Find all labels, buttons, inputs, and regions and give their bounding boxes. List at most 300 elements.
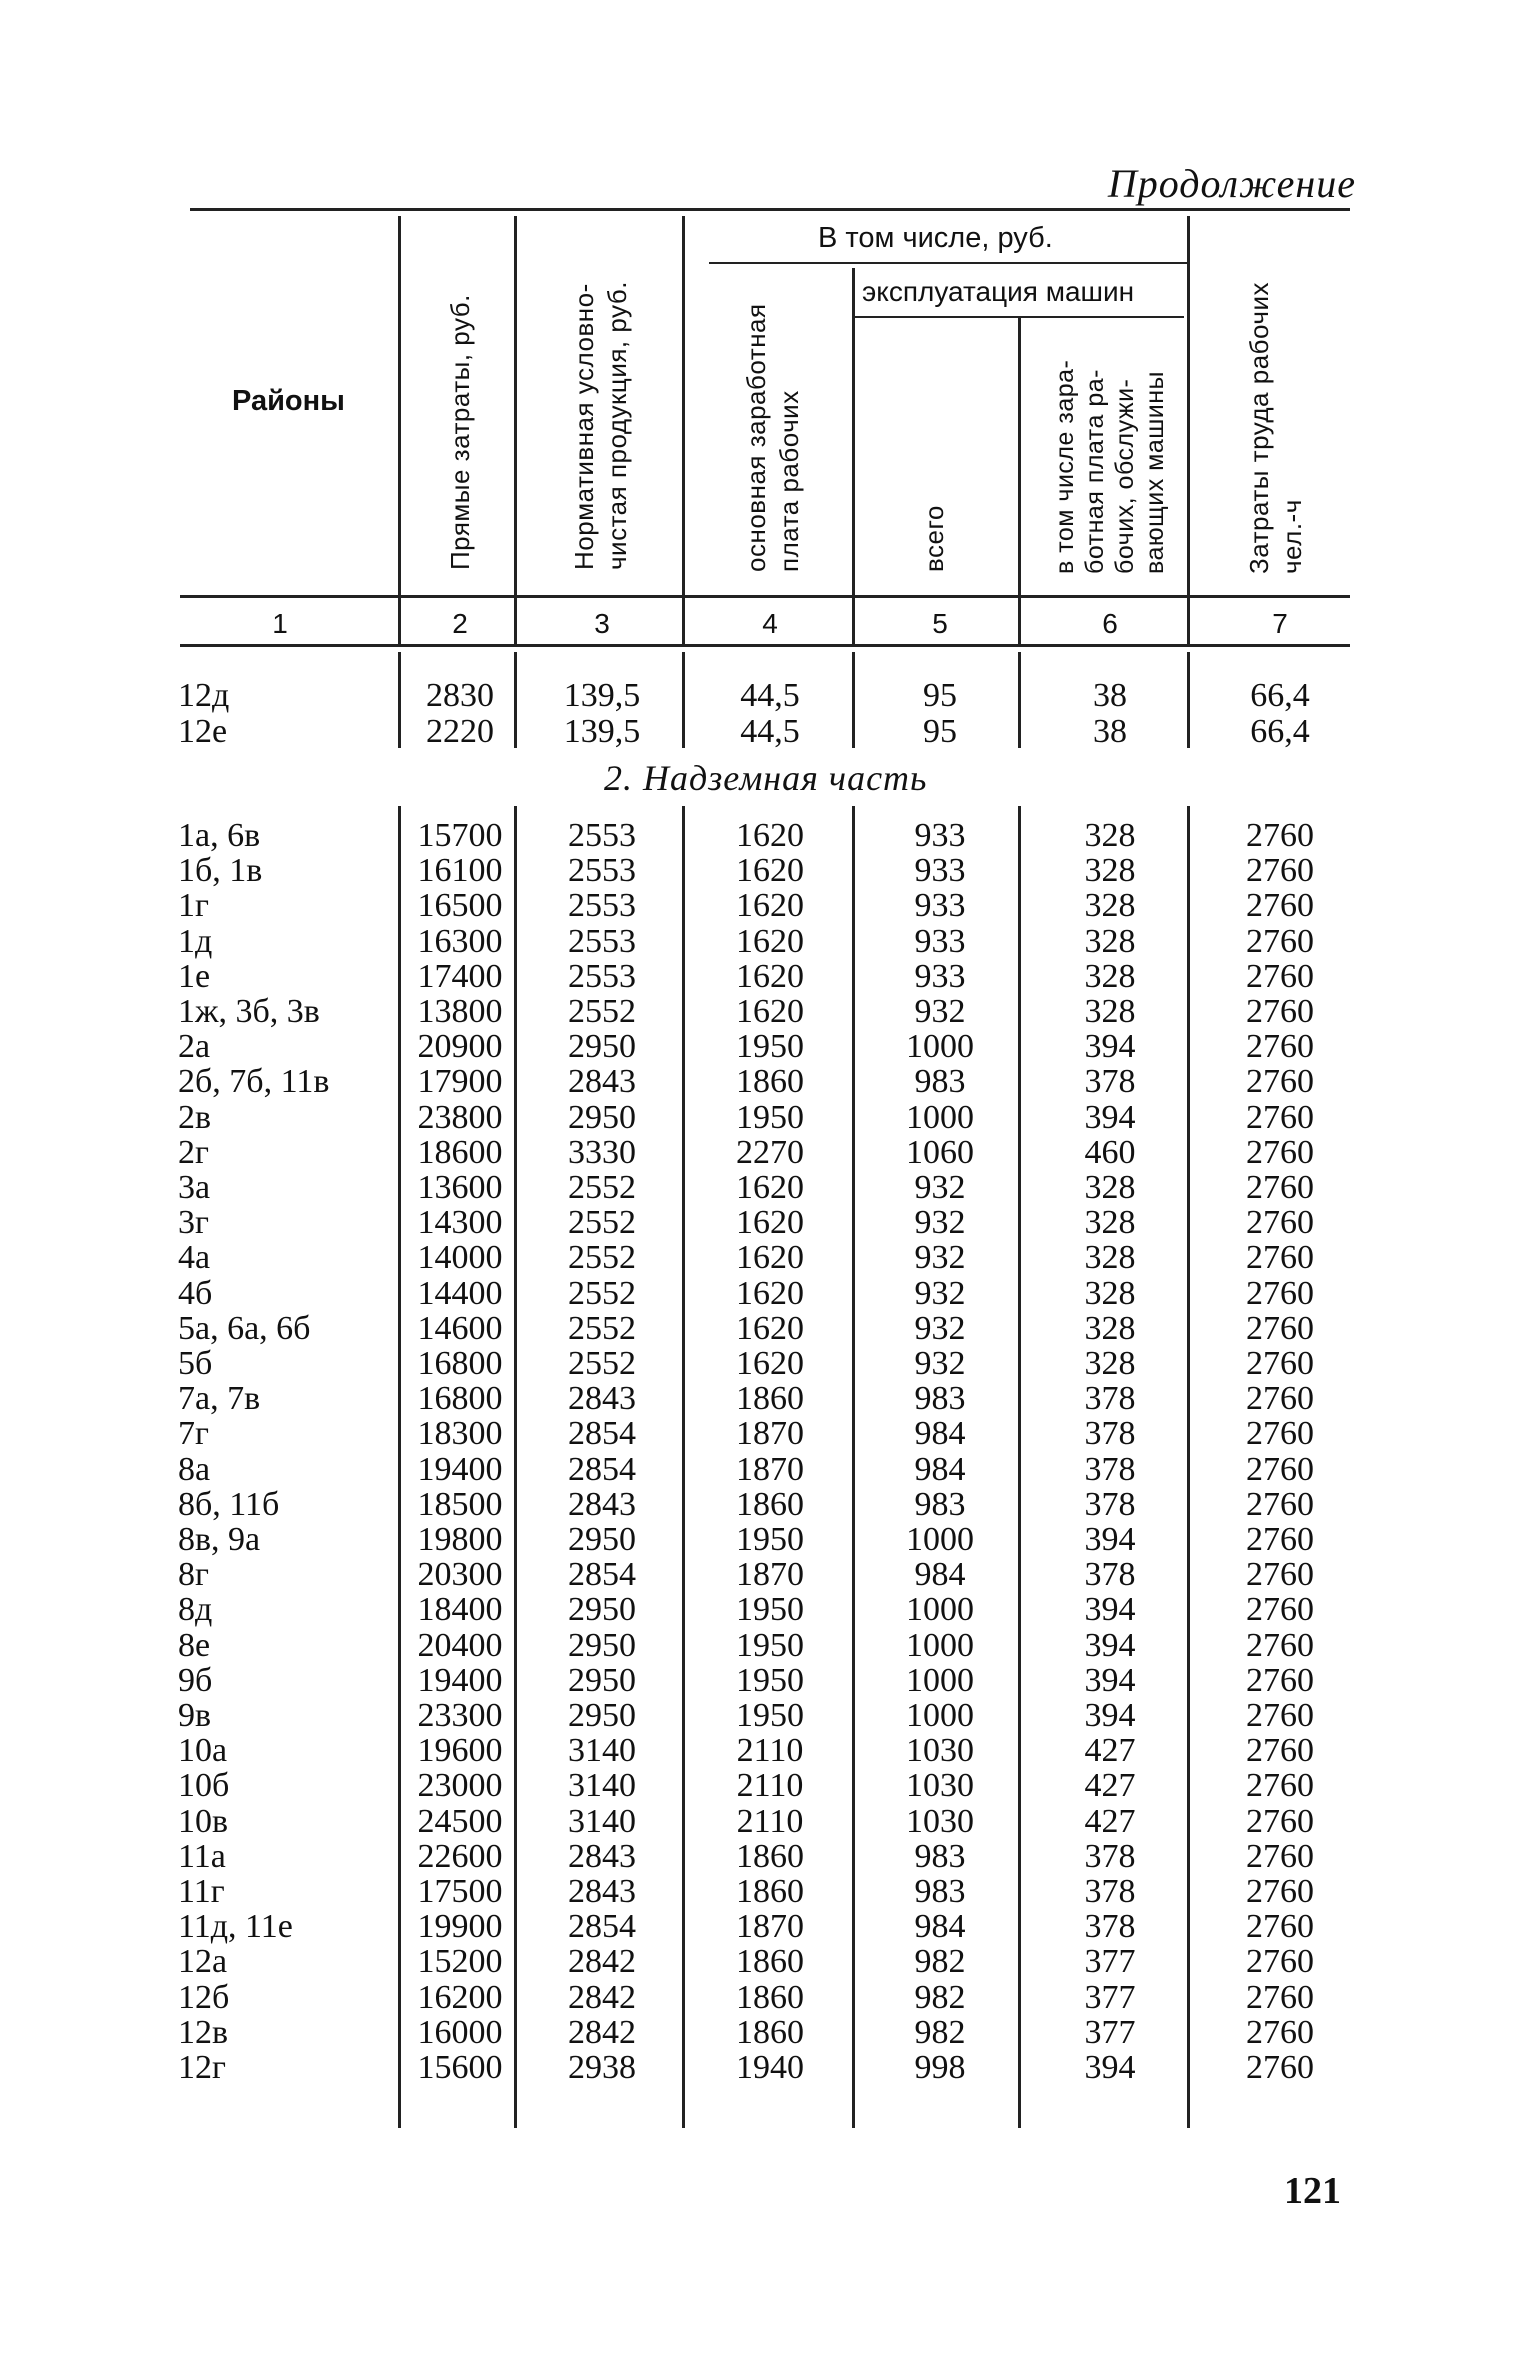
cell-direct-costs: 14300 [417,1204,503,1242]
cell-direct-costs: 16800 [417,1345,503,1382]
cell-rayon: 12е [178,712,228,750]
top-rule [190,208,1350,211]
cell-direct-costs: 16100 [417,852,503,890]
header-vline [682,216,685,596]
cell-direct-costs: 19600 [417,1732,503,1770]
cell-normative-product: 2950 [568,1661,636,1699]
cell-machine-wage: 378 [1084,1450,1136,1488]
cell-base-wage: 1620 [736,1309,804,1347]
cell-labor-hours: 2760 [1246,887,1314,925]
cell-rayon: 7г [178,1415,209,1453]
cell-direct-costs: 2830 [426,677,494,714]
cell-labor-hours: 2760 [1246,817,1314,854]
cell-base-wage: 1950 [736,1028,804,1066]
cell-labor-hours: 2760 [1246,1169,1314,1206]
cell-base-wage: 1860 [736,1837,804,1875]
cell-rayon: 2в [178,1098,212,1136]
cell-labor-hours: 2760 [1246,1239,1314,1277]
cell-rayon: 12г [178,2049,226,2086]
cell-machine-wage: 394 [1084,1521,1136,1558]
cell-machines-total: 1030 [906,1732,974,1770]
cell-rayon: 12б [178,1978,230,2016]
cell-labor-hours: 2760 [1246,1767,1314,1805]
number-row-vline [852,598,855,644]
cell-labor-hours: 2760 [1246,1098,1314,1136]
cell-direct-costs: 13600 [417,1169,503,1206]
cell-labor-hours: 2760 [1246,993,1314,1030]
cell-base-wage: 1870 [736,1908,804,1946]
cell-rayon: 12в [178,2013,229,2051]
cell-labor-hours: 2760 [1246,1661,1314,1699]
cell-direct-costs: 20300 [417,1556,503,1594]
cell-direct-costs: 19900 [417,1908,503,1946]
cell-rayon: 8в, 9а [178,1521,261,1558]
cell-rayon: 12д [178,677,230,714]
cell-normative-product: 2950 [568,1098,636,1136]
body-vline [682,806,685,2128]
cell-direct-costs: 19400 [417,1450,503,1488]
number-row-vline [682,598,685,644]
cell-direct-costs: 16500 [417,887,503,925]
cell-machine-wage: 394 [1084,1591,1136,1629]
cell-labor-hours: 2760 [1246,2049,1314,2086]
cell-machine-wage: 378 [1084,1380,1136,1418]
cell-labor-hours: 2760 [1246,1873,1314,1910]
header-vline [852,268,855,596]
cell-normative-product: 2552 [568,1169,636,1206]
cell-machine-wage: 427 [1084,1802,1136,1840]
cell-machines-total: 1000 [906,1626,974,1664]
cell-machine-wage: 328 [1084,1345,1136,1382]
cell-direct-costs: 20400 [417,1626,503,1664]
cell-base-wage: 1950 [736,1661,804,1699]
cell-base-wage: 1860 [736,1485,804,1523]
cell-normative-product: 2950 [568,1521,636,1558]
cell-machine-wage: 378 [1084,1908,1136,1946]
cell-direct-costs: 17400 [417,957,503,995]
cell-machine-wage: 377 [1084,2013,1136,2051]
cell-base-wage: 1620 [736,957,804,995]
cell-direct-costs: 16300 [417,922,503,960]
cell-base-wage: 1620 [736,993,804,1030]
cell-direct-costs: 14000 [417,1239,503,1277]
cell-machines-total: 932 [914,993,966,1030]
cell-base-wage: 1620 [736,1274,804,1312]
cell-direct-costs: 17900 [417,1063,503,1101]
cell-base-wage: 2110 [736,1767,804,1805]
cell-rayon: 1б, 1в [178,852,263,890]
column-number: 4 [762,608,778,639]
cell-machines-total: 982 [914,1978,966,2016]
cell-labor-hours: 2760 [1246,1028,1314,1066]
cell-normative-product: 139,5 [563,712,641,750]
cell-labor-hours: 2760 [1246,852,1314,890]
cell-machine-wage: 378 [1084,1873,1136,1910]
column-number: 6 [1102,608,1118,639]
cell-normative-product: 2854 [568,1450,636,1488]
cell-base-wage: 2270 [736,1133,804,1171]
cell-machine-wage: 394 [1084,1661,1136,1699]
cell-labor-hours: 2760 [1246,1943,1314,1981]
cell-machine-wage: 328 [1084,1309,1136,1347]
cell-normative-product: 2843 [568,1873,636,1910]
cell-rayon: 3а [178,1169,211,1206]
number-row-vline [1018,598,1021,644]
cell-machines-total: 1000 [906,1521,974,1558]
header-col5: всего [919,505,949,572]
header-group-label: В том числе, руб. [818,222,1053,254]
cell-rayon: 10в [178,1802,229,1840]
cell-rayon: 8а [178,1450,211,1488]
body-vline [682,652,685,748]
cell-machine-wage: 394 [1084,1697,1136,1734]
cell-rayon: 1г [178,887,209,925]
cell-normative-product: 2950 [568,1591,636,1629]
cell-base-wage: 1620 [736,1345,804,1382]
cell-rayon: 9в [178,1697,212,1734]
cell-labor-hours: 2760 [1246,1063,1314,1101]
cell-direct-costs: 14400 [417,1274,503,1312]
cell-labor-hours: 2760 [1246,2013,1314,2051]
cell-rayon: 2г [178,1133,209,1171]
cell-rayon: 1а, 6в [178,817,261,854]
header-rayony: Районы [232,385,345,417]
cell-labor-hours: 2760 [1246,1556,1314,1594]
header-col6: в том числе зара- ботная плата ра- бочих, обслужи- вающих машины [1051,359,1169,574]
cell-base-wage: 1620 [736,887,804,925]
cell-labor-hours: 2760 [1246,1908,1314,1946]
cell-labor-hours: 2760 [1246,1837,1314,1875]
cell-base-wage: 1620 [736,1239,804,1277]
cell-direct-costs: 19400 [417,1661,503,1699]
cell-normative-product: 2854 [568,1556,636,1594]
cell-base-wage: 1620 [736,852,804,890]
cell-direct-costs: 20900 [417,1028,503,1066]
cell-normative-product: 139,5 [563,677,641,714]
cell-normative-product: 2950 [568,1697,636,1734]
cell-machines-total: 998 [914,2049,966,2086]
cell-labor-hours: 2760 [1246,1345,1314,1382]
body-vline [852,806,855,2128]
cell-normative-product: 2552 [568,1204,636,1242]
cell-machine-wage: 377 [1084,1943,1136,1981]
cell-normative-product: 2552 [568,1309,636,1347]
cell-machines-total: 1000 [906,1661,974,1699]
cell-normative-product: 2950 [568,1028,636,1066]
cell-machine-wage: 328 [1084,1204,1136,1242]
cell-labor-hours: 2760 [1246,1485,1314,1523]
cell-machines-total: 983 [914,1485,966,1523]
cell-machine-wage: 378 [1084,1485,1136,1523]
cell-normative-product: 3140 [568,1732,636,1770]
cell-rayon: 1д [178,922,213,960]
cell-rayon: 4а [178,1239,211,1277]
cell-base-wage: 1860 [736,1943,804,1981]
cell-machines-total: 1060 [906,1133,974,1171]
cell-direct-costs: 18500 [417,1485,503,1523]
cell-rayon: 3г [178,1204,209,1242]
cell-normative-product: 2854 [568,1908,636,1946]
cell-base-wage: 1940 [736,2049,804,2086]
header-col4: основная заработная плата рабочих [741,303,804,572]
column-number: 7 [1272,608,1288,639]
continuation-label: Продолжение [1107,161,1356,206]
cell-base-wage: 1620 [736,1169,804,1206]
cell-machine-wage: 328 [1084,1169,1136,1206]
column-number: 1 [272,608,288,639]
cell-base-wage: 2110 [736,1732,804,1770]
cell-rayon: 5а, 6а, 6б [178,1309,311,1347]
cell-normative-product: 2552 [568,1345,636,1382]
cell-machines-total: 984 [914,1450,966,1488]
cell-machine-wage: 328 [1084,957,1136,995]
cell-base-wage: 1620 [736,1204,804,1242]
cell-normative-product: 2553 [568,887,636,925]
header-vline [514,216,517,596]
cell-direct-costs: 17500 [417,1873,503,1910]
cell-labor-hours: 2760 [1246,1309,1314,1347]
cell-labor-hours: 2760 [1246,1450,1314,1488]
cell-base-wage: 1870 [736,1450,804,1488]
number-row-vline [1187,598,1190,644]
cell-machines-total: 1000 [906,1697,974,1734]
cell-direct-costs: 16000 [417,2013,503,2051]
column-number: 2 [452,608,468,639]
cell-rayon: 8е [178,1626,211,1664]
cell-normative-product: 3330 [568,1133,636,1171]
cell-direct-costs: 13800 [417,993,503,1030]
cell-labor-hours: 2760 [1246,1697,1314,1734]
cell-normative-product: 2854 [568,1415,636,1453]
cell-base-wage: 1950 [736,1697,804,1734]
cell-machines-total: 983 [914,1873,966,1910]
cell-machines-total: 1030 [906,1767,974,1805]
cell-machines-total: 933 [914,957,966,995]
cell-machines-total: 984 [914,1908,966,1946]
cell-direct-costs: 23000 [417,1767,503,1805]
cell-direct-costs: 22600 [417,1837,503,1875]
header-col3: Нормативная условно- чистая продукция, руб. [569,281,632,570]
cell-normative-product: 2552 [568,993,636,1030]
cell-machine-wage: 460 [1084,1133,1136,1171]
cell-base-wage: 1860 [736,1063,804,1101]
cell-labor-hours: 2760 [1246,1978,1314,2016]
cell-rayon: 2б, 7б, 11в [178,1063,330,1101]
cell-base-wage: 44,5 [740,712,800,750]
cell-base-wage: 44,5 [740,677,800,714]
cell-machine-wage: 394 [1084,2049,1136,2086]
cell-normative-product: 2553 [568,922,636,960]
cell-normative-product: 2843 [568,1485,636,1523]
cell-machine-wage: 38 [1093,712,1127,750]
cell-normative-product: 2553 [568,817,636,854]
cell-labor-hours: 2760 [1246,1415,1314,1453]
cell-base-wage: 1950 [736,1626,804,1664]
cell-base-wage: 1870 [736,1556,804,1594]
cell-direct-costs: 15700 [417,817,503,854]
cell-machine-wage: 394 [1084,1626,1136,1664]
cell-machine-wage: 328 [1084,852,1136,890]
cell-direct-costs: 15600 [417,2049,503,2086]
cell-machines-total: 932 [914,1169,966,1206]
cell-direct-costs: 15200 [417,1943,503,1981]
cell-rayon: 1ж, 3б, 3в [178,993,320,1030]
cell-machine-wage: 328 [1084,817,1136,854]
cell-rayon: 8д [178,1591,213,1629]
cell-rayon: 8г [178,1556,209,1594]
cell-labor-hours: 2760 [1246,922,1314,960]
header-vline [398,216,401,596]
cell-machine-wage: 328 [1084,887,1136,925]
cell-base-wage: 1860 [736,1380,804,1418]
cell-normative-product: 2842 [568,2013,636,2051]
cell-base-wage: 1620 [736,922,804,960]
column-number: 5 [932,608,948,639]
cell-machines-total: 932 [914,1274,966,1312]
cell-base-wage: 1620 [736,817,804,854]
cell-machine-wage: 328 [1084,922,1136,960]
cell-machine-wage: 378 [1084,1837,1136,1875]
cell-machines-total: 932 [914,1345,966,1382]
header-col2: Прямые затраты, руб. [445,294,475,570]
number-row-vline [514,598,517,644]
cell-base-wage: 1950 [736,1098,804,1136]
cell-machines-total: 95 [923,677,957,714]
cell-machines-total: 984 [914,1415,966,1453]
cell-normative-product: 2842 [568,1943,636,1981]
cell-labor-hours: 66,4 [1250,712,1310,750]
cell-normative-product: 2553 [568,957,636,995]
cell-normative-product: 2843 [568,1837,636,1875]
cell-normative-product: 2842 [568,1978,636,2016]
cell-base-wage: 1870 [736,1415,804,1453]
column-number: 3 [594,608,610,639]
cell-normative-product: 3140 [568,1767,636,1805]
cell-direct-costs: 2220 [426,712,494,750]
cell-machines-total: 932 [914,1239,966,1277]
cell-machines-total: 1000 [906,1098,974,1136]
cell-direct-costs: 16200 [417,1978,503,2016]
cell-machines-total: 95 [923,712,957,750]
cell-rayon: 10б [178,1767,230,1805]
cell-machines-total: 933 [914,852,966,890]
cell-direct-costs: 23800 [417,1098,503,1136]
cell-machines-total: 984 [914,1556,966,1594]
cell-machines-total: 1030 [906,1802,974,1840]
cell-direct-costs: 23300 [417,1697,503,1734]
cell-machine-wage: 394 [1084,1028,1136,1066]
cell-machines-total: 983 [914,1380,966,1418]
cell-direct-costs: 19800 [417,1521,503,1558]
cell-machines-total: 1000 [906,1028,974,1066]
cell-machine-wage: 377 [1084,1978,1136,2016]
cell-rayon: 9б [178,1661,213,1699]
cell-labor-hours: 2760 [1246,1732,1314,1770]
header-vline [1018,318,1021,596]
cell-machines-total: 982 [914,1943,966,1981]
cell-labor-hours: 2760 [1246,1802,1314,1840]
cell-rayon: 8б, 11б [178,1485,280,1523]
group-rule [709,262,1189,264]
cell-rayon: 2а [178,1028,211,1066]
cell-direct-costs: 24500 [417,1802,503,1840]
cell-machines-total: 1000 [906,1591,974,1629]
cell-direct-costs: 18600 [417,1133,503,1171]
cell-rayon: 5б [178,1345,213,1382]
body-vline [852,652,855,748]
cell-machine-wage: 328 [1084,1274,1136,1312]
cell-machine-wage: 378 [1084,1415,1136,1453]
section-title: 2. Надземная часть [604,758,928,798]
cell-direct-costs: 16800 [417,1380,503,1418]
cell-machines-total: 933 [914,817,966,854]
cell-base-wage: 1860 [736,2013,804,2051]
cell-machines-total: 983 [914,1837,966,1875]
cell-normative-product: 2843 [568,1063,636,1101]
cell-machine-wage: 328 [1084,993,1136,1030]
cell-machines-total: 933 [914,922,966,960]
cell-normative-product: 2552 [568,1274,636,1312]
cell-direct-costs: 18300 [417,1415,503,1453]
cell-labor-hours: 2760 [1246,1133,1314,1171]
cell-machines-total: 932 [914,1309,966,1347]
cell-base-wage: 1860 [736,1873,804,1910]
cell-labor-hours: 2760 [1246,1204,1314,1242]
cell-machines-total: 933 [914,887,966,925]
header-bottom-rule [180,595,1350,598]
cell-rayon: 1е [178,957,211,995]
cell-normative-product: 2552 [568,1239,636,1277]
cell-normative-product: 2950 [568,1626,636,1664]
cell-labor-hours: 2760 [1246,1521,1314,1558]
cell-machines-total: 983 [914,1063,966,1101]
cell-labor-hours: 2760 [1246,1626,1314,1664]
cell-base-wage: 1950 [736,1521,804,1558]
cell-rayon: 11а [178,1837,226,1875]
cell-labor-hours: 2760 [1246,1380,1314,1418]
header-subgroup-label: эксплуатация машин [862,276,1135,307]
cell-machine-wage: 38 [1093,677,1127,714]
cell-machine-wage: 427 [1084,1732,1136,1770]
cell-labor-hours: 2760 [1246,1591,1314,1629]
cell-normative-product: 2553 [568,852,636,890]
cell-direct-costs: 14600 [417,1309,503,1347]
cell-base-wage: 2110 [736,1802,804,1840]
page-number: 121 [1284,2170,1341,2212]
cell-normative-product: 2843 [568,1380,636,1418]
cell-machines-total: 932 [914,1204,966,1242]
cell-rayon: 11д, 11е [178,1908,293,1946]
cell-machine-wage: 328 [1084,1239,1136,1277]
cell-normative-product: 2938 [568,2049,636,2086]
header-col7: Затраты труда рабочих чел.-ч [1244,281,1307,574]
cell-base-wage: 1860 [736,1978,804,2016]
cell-labor-hours: 66,4 [1250,677,1310,714]
cell-base-wage: 1950 [736,1591,804,1629]
numbers-bottom-rule [180,644,1350,647]
header-vline [1187,216,1190,596]
cell-rayon: 12а [178,1943,228,1981]
cell-direct-costs: 18400 [417,1591,503,1629]
cell-machine-wage: 427 [1084,1767,1136,1805]
cell-rayon: 7а, 7в [178,1380,261,1418]
cell-machines-total: 982 [914,2013,966,2051]
cell-labor-hours: 2760 [1246,1274,1314,1312]
cell-machine-wage: 394 [1084,1098,1136,1136]
number-row-vline [398,598,401,644]
cell-machine-wage: 378 [1084,1556,1136,1594]
cell-rayon: 11г [178,1873,225,1910]
